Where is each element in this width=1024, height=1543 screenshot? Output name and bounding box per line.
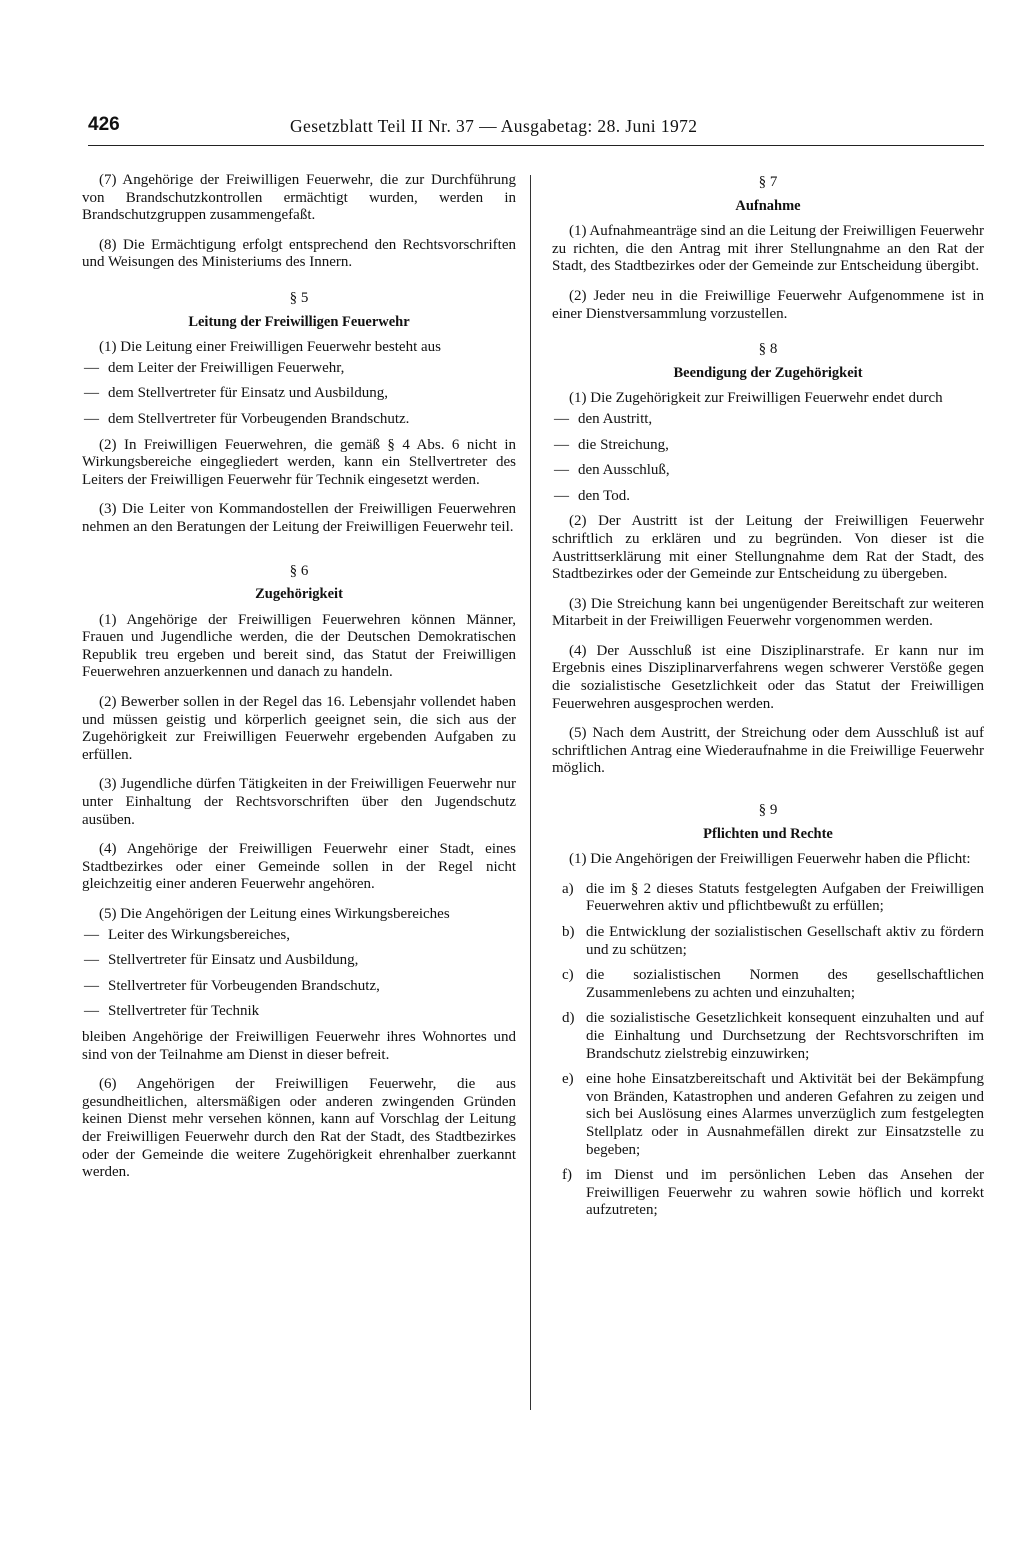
paragraph-5-1: (1) Die Leitung einer Freiwilligen Feuerwehr besteht aus [99, 339, 441, 356]
section-6-title: Zugehörigkeit [255, 586, 343, 603]
list-item [552, 924, 984, 959]
list-item [552, 1071, 984, 1159]
paragraph-6-2: (2) Bewerber sollen in der Regel das 16. Lebensjahr vollendet haben und müssen geistig und körperlich geeignet sein, die sich aus der Zugehörigkeit zur Freiwilligen Feuerwehr ergebenden Aufgaben zu erfüllen. [82, 694, 516, 763]
list-6-5 [82, 927, 516, 1021]
paragraph-6-6: (6) Angehörigen der Freiwilligen Feuerwehr, die aus gesundheitlichen, altersmäßigen oder anderen zwingenden Gründen keinen Dienst mehr versehen können, kann auf Vorschlag der Leitung der Freiwilligen Feuerwehr durch den Rat der Stadt, des Stadtbezirkes oder der Gemeinde die weitere Zugehörigkeit ehrenhalber zuerkannt werden. [82, 1076, 516, 1181]
paragraph-5-2: (2) In Freiwilligen Feuerwehren, die gemäß § 4 Abs. 6 nicht in Wirkungsbereiche eingegliedert werden, kann ein Stellvertreter des Leiters der Freiwilligen Feuerwehr für Technik eingesetzt werden. [82, 436, 516, 488]
paragraph-9-1: (1) Die Angehörigen der Freiwilligen Feuerwehr haben die Pflicht: [569, 851, 971, 868]
list-item-text: die im § 2 dieses Statuts festgelegten Aufgaben der Freiwilligen Feuerwehren aktiv und pflichtbewußt zu erfüllen; [586, 880, 984, 915]
paragraph-4-7: (7) Angehörige der Freiwilligen Feuerwehr, die zur Durchführung von Brandschutzkontrollen ermächtigt wurden, werden in Brandschutzgruppen zusammengefaßt. [82, 172, 516, 224]
paragraph-6-5-end: bleiben Angehörige der Freiwilligen Feuerwehr ihres Wohnortes und sind von der Teilnahme am Dienst in dieser befreit. [82, 1028, 516, 1063]
paragraph-8-4: (4) Der Ausschluß ist eine Disziplinarstrafe. Er kann nur im Ergebnis eines Disziplinarverfahrens wegen schwerer Verstöße gegen die sozialistische Gesetzlichkeit oder das Statut der Freiwilligen Feuerwehren ausgesprochen werden. [552, 642, 984, 712]
list-item-text: die Entwicklung der sozialistischen Gesellschaft aktiv zu fördern und zu schützen; [586, 924, 984, 958]
section-9-number: § 9 [758, 802, 778, 819]
paragraph-7-2: (2) Jeder neu in die Freiwillige Feuerwehr Aufgenommene ist in einer Dienstversammlung vorzustellen. [552, 287, 984, 322]
paragraph-5-3: (3) Die Leiter von Kommandostellen der Freiwilligen Feuerwehren nehmen an den Beratungen der Leitung der Freiwilligen Feuerwehr teil. [82, 501, 516, 535]
list-item [552, 1167, 984, 1220]
section-5-number: § 5 [289, 289, 309, 306]
list-item-text: im Dienst und im persönlichen Leben das Ansehen der Freiwilligen Feuerwehr zu wahren sowie höflich und korrekt aufzutreten; [586, 1167, 984, 1219]
section-7-number: § 7 [758, 174, 778, 190]
page-header [88, 112, 984, 142]
list-item [552, 967, 984, 1002]
paragraph-8-3: (3) Die Streichung kann bei ungenügender Bereitschaft zur weiteren Mitarbeit in der Freiwilligen Feuerwehr vorgenommen werden. [552, 595, 984, 630]
paragraph-8-1: (1) Die Zugehörigkeit zur Freiwilligen Feuerwehr endet durch [569, 390, 943, 407]
page-number: 426 [88, 114, 120, 135]
list-item-text: eine hohe Einsatzbereitschaft und Aktivität bei der Bekämpfung von Bränden, Katastrophen und anderen Gefahren zu zeigen und sich bei Auslösung eines Alarmes unverzüglich zum festgelegten Stellplatz oder in Ausnahmefällen direkt zur Einsatzstelle zu begeben; [586, 1071, 984, 1158]
header-rule [88, 145, 984, 146]
paragraph-6-4: (4) Angehörige der Freiwilligen Feuerwehr einer Stadt, eines Stadtbezirkes oder einer Gemeinde sollen in der Regel nicht gleichzeitig einer anderen Feuerwehr angehören. [82, 841, 516, 893]
list-9-1 [552, 881, 984, 1220]
list-item: — Leiter des Wirkungsbereiches, [82, 927, 516, 945]
paragraph-6-5: (5) Die Angehörigen der Leitung eines Wirkungsbereiches [99, 906, 450, 922]
list-item-letter: f) [562, 1167, 572, 1184]
list-item-letter: a) [562, 880, 574, 897]
right-column [552, 172, 984, 1228]
paragraph-4-8: (8) Die Ermächtigung erfolgt entsprechend den Rechtsvorschriften und Weisungen des Ministeriums des Innern. [82, 236, 516, 271]
list-item-text: die sozialistische Gesetzlichkeit konsequent einzuhalten und auf die Einhaltung und Durchsetzung der Rechtsvorschriften im Brandschutz zielstrebig einzuwirken; [586, 1010, 984, 1062]
list-item [552, 1010, 984, 1063]
list-item: — Stellvertreter für Technik [82, 1003, 516, 1021]
list-item: — Stellvertreter für Vorbeugenden Brandschutz, [82, 978, 516, 996]
list-item: — dem Stellvertreter für Vorbeugenden Brandschutz. [82, 411, 516, 429]
list-8-1 [552, 411, 984, 505]
section-5-title: Leitung der Freiwilligen Feuerwehr [188, 313, 410, 330]
list-item: — den Austritt, [552, 411, 984, 429]
list-item-letter: b) [562, 924, 575, 940]
header-title: Gesetzblatt Teil II Nr. 37 — Ausgabetag: 28. Juni 1972 [290, 116, 698, 136]
section-6-number: § 6 [289, 562, 309, 579]
list-item: — dem Leiter der Freiwilligen Feuerwehr, [82, 360, 516, 378]
list-item: — den Ausschluß, [552, 462, 984, 480]
section-8-number: § 8 [758, 341, 778, 358]
paragraph-6-1: (1) Angehörige der Freiwilligen Feuerwehren können Männer, Frauen und Jugendliche werden, die der Deutschen Demokratischen Republik treu ergeben und bereit sind, das Statut der Freiwilligen Feuerwehren anzuerkennen und danach zu handeln. [82, 611, 516, 681]
list-item: — die Streichung, [552, 437, 984, 455]
section-8-title: Beendigung der Zugehörigkeit [673, 364, 863, 381]
list-5-1 [82, 360, 516, 429]
paragraph-6-3: (3) Jugendliche dürfen Tätigkeiten in der Freiwilligen Feuerwehr nur unter Einhaltung der Rechtsvorschriften über den Jugendschutz ausüben. [82, 776, 516, 828]
paragraph-8-5: (5) Nach dem Austritt, der Streichung oder dem Ausschluß ist auf schriftlichen Antrag eine Wiederaufnahme in die Freiwillige Feuerwehr möglich. [552, 725, 984, 777]
list-item: — Stellvertreter für Einsatz und Ausbildung, [82, 952, 516, 970]
left-column [82, 172, 516, 1194]
column-divider [530, 175, 531, 1410]
list-item: — den Tod. [552, 488, 984, 506]
list-item-text: die sozialistischen Normen des gesellschaftlichen Zusammenlebens zu achten und einzuhalten; [586, 967, 984, 1001]
list-item: — dem Stellvertreter für Einsatz und Ausbildung, [82, 385, 516, 403]
list-item-letter: c) [562, 967, 574, 984]
list-item-letter: e) [562, 1071, 574, 1088]
list-item [552, 881, 984, 916]
list-item-letter: d) [562, 1010, 575, 1027]
paragraph-8-2: (2) Der Austritt ist der Leitung der Freiwilligen Feuerwehr schriftlich zu erklären und zu begründen. Von dieser ist die Austrittserklärung mit einer Stellungnahme dem Rat der Stadt, des Stadtbezirkes oder der Gemeinde zur Entscheidung zu übergeben. [552, 513, 984, 583]
paragraph-7-1: (1) Aufnahmeanträge sind an die Leitung der Freiwilligen Feuerwehr zu richten, die den Antrag mit ihrer Stellungnahme an den Rat der Stadt, des Stadtbezirkes oder der Gemeinde zur Entscheidung übergibt. [552, 223, 984, 275]
section-9-title: Pflichten und Rechte [703, 825, 833, 842]
section-7-title: Aufnahme [735, 197, 801, 214]
